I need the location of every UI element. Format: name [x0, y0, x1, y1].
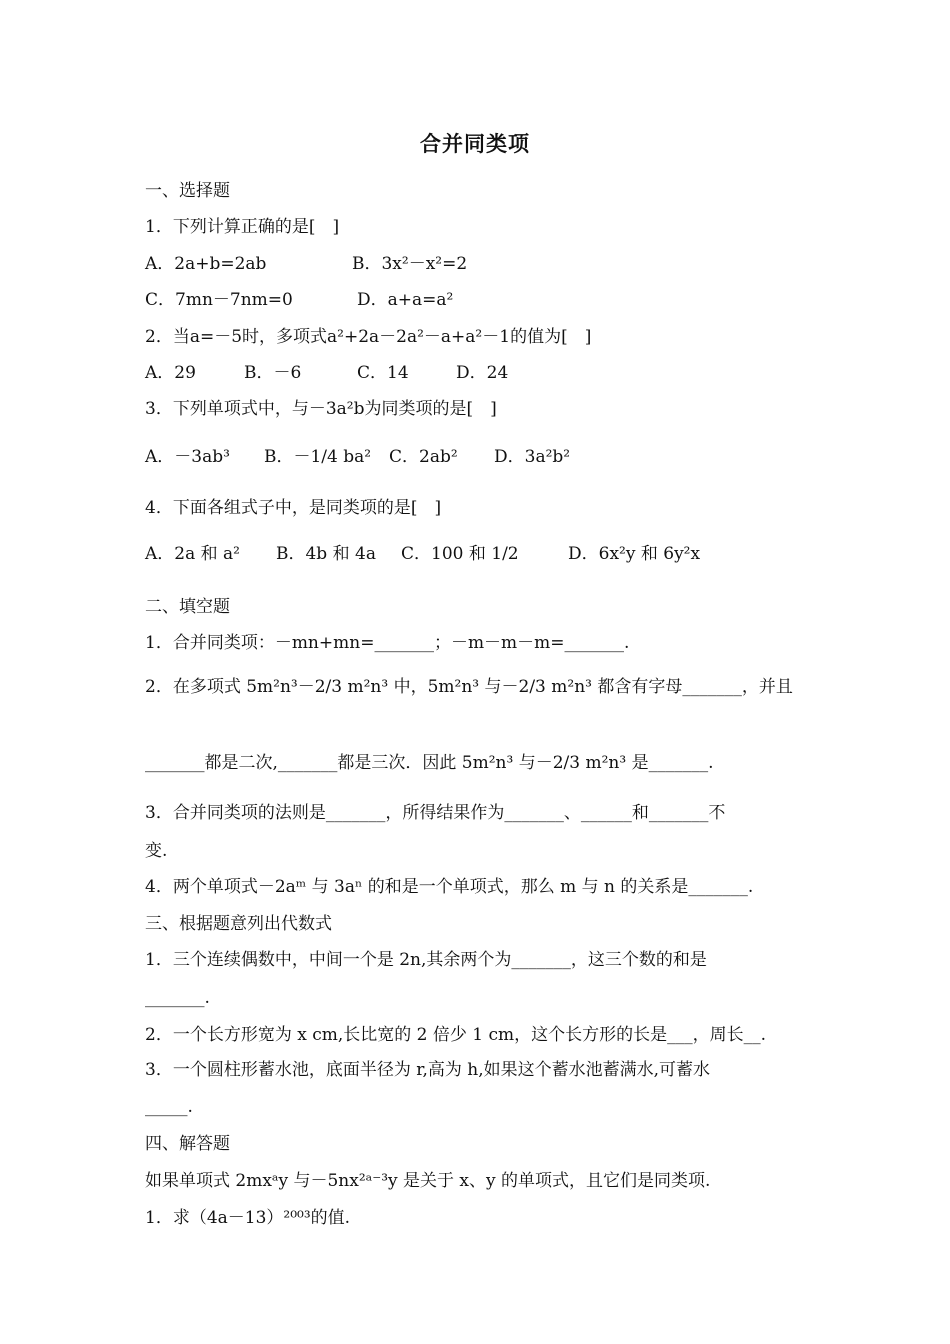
choice-q1-stem: 1．下列计算正确的是[ ] — [145, 217, 340, 237]
solve-stem: 如果单项式 2mxᵃy 与－5nx²ᵃ⁻³y 是关于 x、y 的单项式，且它们是同类项. — [145, 1171, 711, 1191]
section-heading-fill: 二、填空题 — [145, 597, 230, 617]
choice-q2-option-b: B．－6 — [244, 363, 302, 383]
choice-q4-option-b: B．4b 和 4a — [276, 544, 376, 564]
choice-q1-option-c: C．7mn－7nm=0 — [145, 290, 293, 310]
solve-q1: 1．求（4a－13）²⁰⁰³的值. — [145, 1208, 351, 1228]
section-heading-express: 三、根据题意列出代数式 — [145, 914, 332, 934]
express-q1-line2: _______. — [145, 988, 210, 1008]
express-q3-line1: 3．一个圆柱形蓄水池，底面半径为 r,高为 h,如果这个蓄水池蓄满水,可蓄水 — [145, 1060, 711, 1080]
express-q2: 2．一个长方形宽为 x cm,长比宽的 2 倍少 1 cm，这个长方形的长是___，周长__. — [145, 1025, 767, 1045]
choice-q4-stem: 4．下面各组式子中，是同类项的是[ ] — [145, 498, 442, 518]
section-heading-choice: 一、选择题 — [145, 181, 230, 201]
choice-q4-option-c: C．100 和 1/2 — [401, 544, 519, 564]
fill-q3-line1: 3．合并同类项的法则是_______，所得结果作为_______、______和_______不 — [145, 803, 726, 823]
choice-q1-option-d: D．a+a=a² — [357, 290, 454, 310]
choice-q2-stem: 2．当a=－5时，多项式a²+2a－2a²－a+a²－1的值为[ ] — [145, 327, 592, 347]
choice-q4-option-a: A．2a 和 a² — [145, 544, 240, 564]
choice-q1-option-a: A．2a+b=2ab — [145, 254, 267, 274]
express-q3-line2: _____. — [145, 1097, 193, 1117]
choice-q2-option-c: C．14 — [357, 363, 409, 383]
choice-q3-stem: 3．下列单项式中，与－3a²b为同类项的是[ ] — [145, 399, 497, 419]
fill-q1: 1．合并同类项：－mn+mn=_______；－m－m－m=_______. — [145, 633, 630, 653]
choice-q4-option-d: D．6x²y 和 6y²x — [568, 544, 701, 564]
page-title: 合并同类项 — [420, 132, 530, 156]
choice-q3-option-b: B．－1/4 ba² — [264, 447, 372, 467]
express-q1-line1: 1．三个连续偶数中，中间一个是 2n,其余两个为_______，这三个数的和是 — [145, 950, 707, 970]
choice-q1-option-b: B．3x²－x²=2 — [352, 254, 468, 274]
choice-q3-option-d: D．3a²b² — [494, 447, 571, 467]
choice-q3-option-a: A．－3ab³ — [145, 447, 230, 467]
choice-q2-option-d: D．24 — [456, 363, 509, 383]
fill-q2-line1: 2．在多项式 5m²n³－2/3 m²n³ 中，5m²n³ 与－2/3 m²n³ 都含有字母_______，并且 — [145, 677, 793, 697]
choice-q2-option-a: A．29 — [145, 363, 196, 383]
fill-q2-line2: _______都是二次,_______都是三次．因此 5m²n³ 与－2/3 m²n³ 是_______. — [145, 753, 714, 773]
choice-q3-option-c: C．2ab² — [389, 447, 458, 467]
fill-q3-line2: 变. — [145, 841, 168, 861]
fill-q4: 4．两个单项式－2aᵐ 与 3aⁿ 的和是一个单项式，那么 m 与 n 的关系是_______. — [145, 877, 754, 897]
section-heading-solve: 四、解答题 — [145, 1134, 230, 1154]
